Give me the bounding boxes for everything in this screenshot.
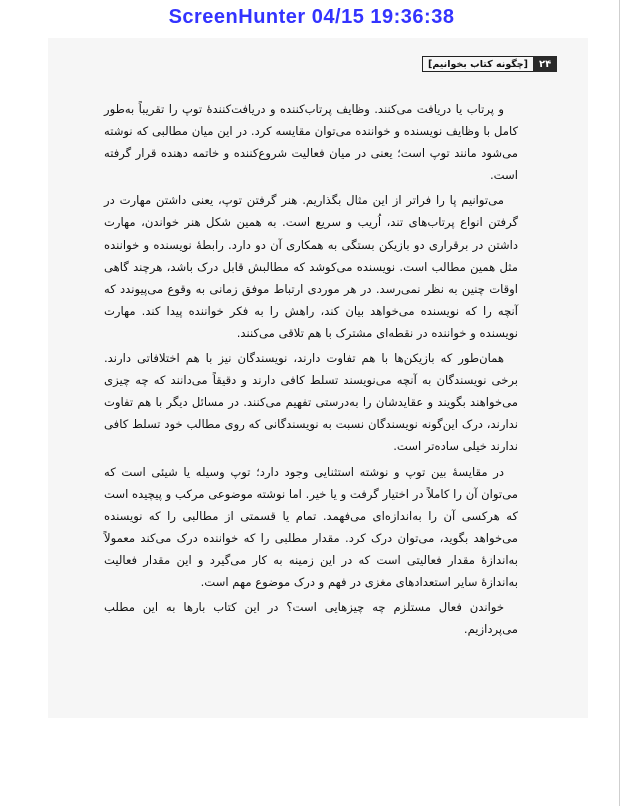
paragraph: خواندن فعال مستلزم چه چیزهایی است؟ در این کتاب بارها به این مطلب می‌پردازیم. xyxy=(104,600,518,637)
paragraph: در مقایسهٔ بین توپ و نوشته استثنایی وجود دارد؛ توپ وسیله یا شیئی است که می‌توان آن را کاملاً در اختیار گرفت و یا خیر. اما نوشته موضوعی مرکب و پیچیده است که هرکسی آن را به‌اندازه‌ای می‌فهمد. تمام یا قسمتی از مطالبی را که نویسنده می‌خواهد بگوید، می‌توان درک کرد. مقدار مطلبی را که خواننده درک می‌کند معمولاً به‌اندازهٔ مقدار فعالیتی است که در این زمینه به کار می‌گیرد و این مقدار فعالیت به‌اندازهٔ سایر استعدادهای مغزی در فهم و درک موضوع مهم است. xyxy=(104,464,518,589)
paragraph: می‌توانیم پا را فراتر از این مثال بگذاریم. هنر گرفتن توپ، یعنی داشتن مهارت در گرفتن انواع پرتاب‌های تند، اُریب و سریع است. به همین شکل هنر خواندن، مهارت داشتن در برقراری دو بازیکن بستگی به همکاری آن دو دارد. رابطهٔ نویسنده و خواننده مثل همین مطالب است. نویسنده می‌کوشد که مطالبش قابل درک باشد، هرچند گاهی اوقات چنین به نظر نمی‌رسد. در هر موردی ارتباط موفق زمانی به وقوع می‌پیوندد که آنچه را که نویسنده می‌خواهد بیان کند، راهش را به فکر خواننده پیدا کند. مهارت نویسنده و خواننده در نقطه‌ای مشترک با هم تلاقی می‌کنند. xyxy=(104,193,518,340)
page-number: ۲۴ xyxy=(533,56,557,72)
paragraph: و پرتاب یا دریافت می‌کنند. وظایف پرتاب‌کننده و دریافت‌کنندهٔ توپ را تقریباً به‌طور کامل با وظایف نویسنده و خواننده می‌توان مقایسه کرد. در این میان مطالبی که نوشته می‌شود مانند توپ است؛ یعنی در میان فعالیت شروع‌کننده و خاتمه دهنده قرار گرفته است. xyxy=(104,102,518,183)
viewer-edge-divider xyxy=(619,0,620,806)
page-header xyxy=(422,56,557,72)
book-title: [چگونه کتاب بخوانیم] xyxy=(422,56,533,72)
page-body xyxy=(104,98,518,643)
screenhunter-watermark: ScreenHunter 04/15 19:36:38 xyxy=(168,6,455,28)
paragraph: همان‌طور که بازیکن‌ها با هم تفاوت دارند، نویسندگان نیز با هم اختلافاتی دارند. برخی نویسندگان به آنچه می‌نویسند تسلط کافی دارند و دقیقاً می‌دانند که چه چیزی می‌خواهند بگویند و عقایدشان را به‌درستی تفهیم می‌کنند. در مسائل دیگر با هم تفاوت ندارند، درک این‌گونه نویسندگان نسبت به نویسندگانی که روی مطالب خود تسلط کافی ندارند خیلی ساده‌تر است. xyxy=(104,351,518,454)
